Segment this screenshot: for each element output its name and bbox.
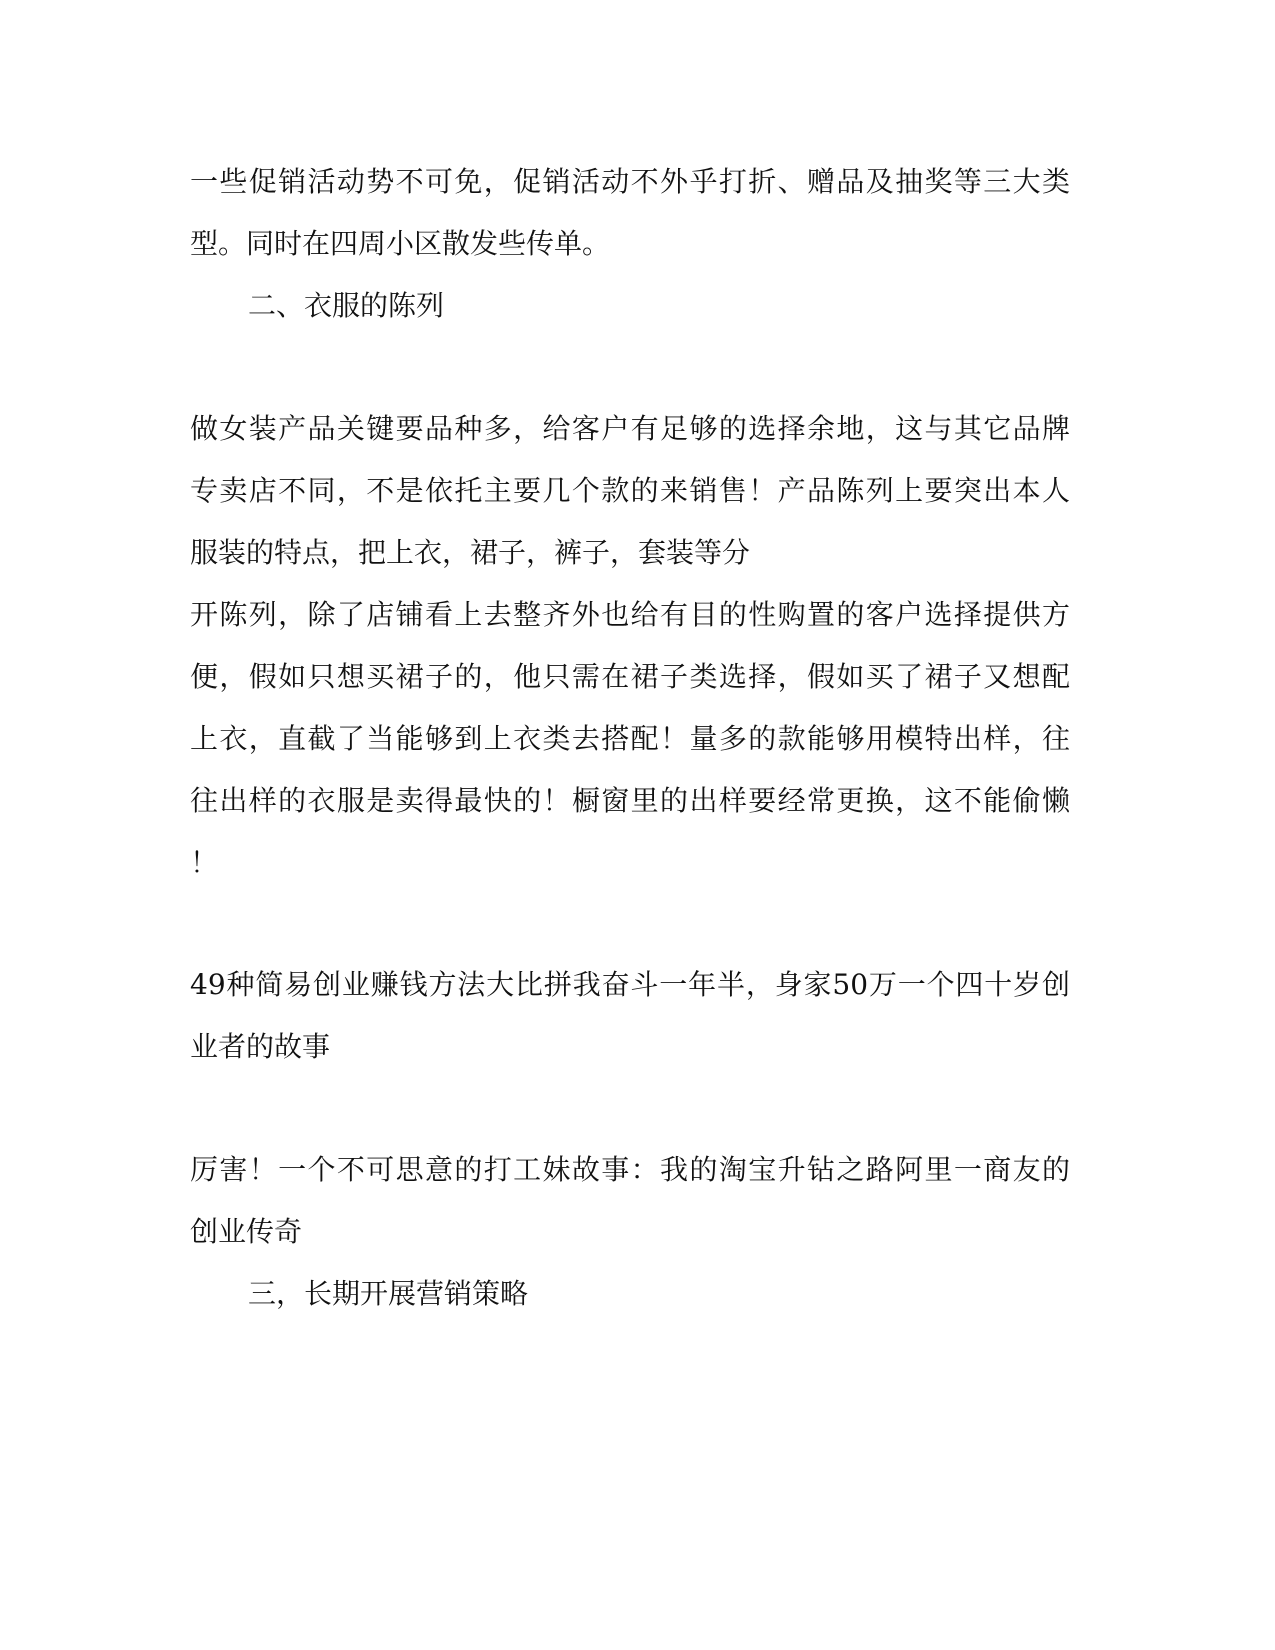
paragraph-line: 业者的故事 [190, 1030, 331, 1063]
paragraph-line: ！ [190, 846, 219, 879]
paragraph-line: 专卖店不同，不是依托主要几个款的来销售！产品陈列上要突出本人 [190, 474, 1070, 507]
paragraph-line: 上衣，直截了当能够到上衣类去搭配！量多的款能够用模特出样，往 [190, 722, 1070, 755]
paragraph-line: 开陈列，除了店铺看上去整齐外也给有目的性购置的客户选择提供方 [190, 598, 1070, 631]
paragraph-line: 往出样的衣服是卖得最快的！橱窗里的出样要经常更换，这不能偷懒 [190, 784, 1070, 817]
paragraph-line: 厉害！一个不可思意的打工妹故事：我的淘宝升钻之路阿里一商友的 [190, 1153, 1070, 1186]
paragraph-line: 创业传奇 [190, 1215, 303, 1248]
paragraph-line: 便，假如只想买裙子的，他只需在裙子类选择，假如买了裙子又想配 [190, 660, 1070, 693]
paragraph-line: 服装的特点，把上衣，裙子，裤子，套装等分 [190, 536, 751, 569]
section-heading: 二、衣服的陈列 [248, 289, 445, 322]
paragraph-line: 一些促销活动势不可免，促销活动不外乎打折、赠品及抽奖等三大类 [190, 165, 1070, 198]
section-heading: 三，长期开展营销策略 [248, 1277, 529, 1310]
paragraph-line: 型。同时在四周小区散发些传单。 [190, 227, 611, 260]
paragraph-line: 做女装产品关键要品种多，给客户有足够的选择余地，这与其它品牌 [190, 412, 1070, 445]
paragraph-line: 49种简易创业赚钱方法大比拼我奋斗一年半，身家50万一个四十岁创 [190, 968, 1070, 1001]
